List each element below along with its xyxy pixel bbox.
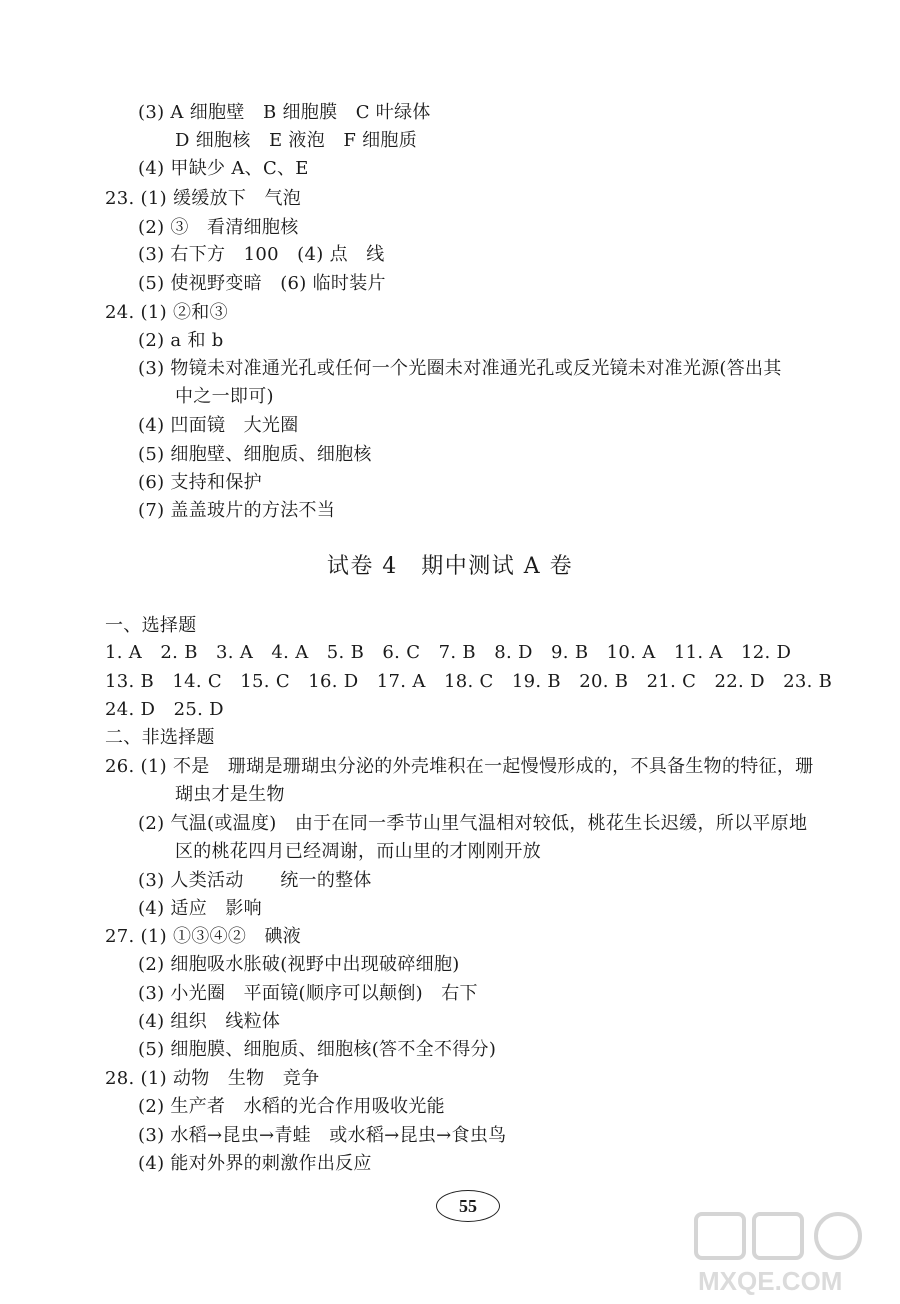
section-heading: 一、选择题: [105, 615, 197, 636]
answer-line: (2) ③ 看清细胞核: [138, 217, 299, 238]
page-number-oval: [436, 1190, 500, 1222]
answer-line: 区的桃花四月已经凋谢，而山里的才刚刚开放: [175, 841, 541, 862]
answer-line: (3) 人类活动 统一的整体: [138, 870, 372, 891]
answer-line: (4) 组织 线粒体: [138, 1011, 281, 1032]
answer-line: (6) 支持和保护: [138, 472, 262, 493]
answer-line: (5) 细胞膜、细胞质、细胞核(答不全不得分): [138, 1039, 497, 1060]
answer-line: D 细胞核 E 液泡 F 细胞质: [175, 130, 418, 151]
answer-line: (5) 细胞壁、细胞质、细胞核: [138, 444, 372, 465]
answer-line: (2) 气温(或温度) 由于在同一季节山里气温相对较低，桃花生长迟缓，所以平原地: [138, 813, 808, 834]
answer-line: 28. (1) 动物 生物 竞争: [105, 1068, 320, 1089]
answer-line: (5) 使视野变暗 (6) 临时装片: [138, 273, 386, 294]
answer-line: 瑚虫才是生物: [175, 784, 285, 805]
answer-line: 中之一即可): [175, 386, 274, 407]
answer-line: 24. D 25. D: [105, 699, 224, 720]
section-title: 试卷 4 期中测试 A 卷: [326, 554, 574, 579]
answer-line: 13. B 14. C 15. C 16. D 17. A 18. C 19. B 20. B 21. C 22. D 23. B: [105, 671, 833, 692]
answer-line: (2) 生产者 水稻的光合作用吸收光能: [138, 1096, 445, 1117]
section-heading: 二、非选择题: [105, 727, 215, 748]
answer-line: (3) 水稻→昆虫→青蛙 或水稻→昆虫→食虫鸟: [138, 1125, 507, 1146]
answer-line: (4) 凹面镜 大光圈: [138, 415, 299, 436]
answer-line: (3) A 细胞壁 B 细胞膜 C 叶绿体: [138, 102, 431, 123]
answer-line: 27. (1) ①③④② 碘液: [105, 926, 302, 947]
answer-line: 24. (1) ②和③: [105, 302, 228, 323]
answer-line: (3) 小光圈 平面镜(顺序可以颠倒) 右下: [138, 983, 478, 1004]
answer-line: 23. (1) 缓缓放下 气泡: [105, 188, 302, 209]
watermark-logo: [688, 1208, 888, 1298]
answer-line: (2) 细胞吸水胀破(视野中出现破碎细胞): [138, 954, 460, 975]
answer-line: (4) 能对外界的刺激作出反应: [138, 1153, 372, 1174]
answer-line: (3) 物镜未对准通光孔或任何一个光圈未对准通光孔或反光镜未对准光源(答出其: [138, 358, 782, 379]
answer-line: (3) 右下方 100 (4) 点 线: [138, 244, 385, 265]
svg-text:MXQE.COM: MXQE.COM: [698, 1266, 843, 1296]
answer-line: 26. (1) 不是 珊瑚是珊瑚虫分泌的外壳堆积在一起慢慢形成的，不具备生物的特征，珊: [105, 756, 814, 777]
page-number: 55: [459, 1195, 477, 1216]
answer-line: (2) a 和 b: [138, 330, 224, 351]
answer-line: 1. A 2. B 3. A 4. A 5. B 6. C 7. B 8. D 9. B 10. A 11. A 12. D: [105, 642, 792, 663]
answer-line: (4) 适应 影响: [138, 898, 262, 919]
answer-line: (4) 甲缺少 A、C、E: [138, 158, 309, 179]
answer-line: (7) 盖盖玻片的方法不当: [138, 500, 336, 521]
